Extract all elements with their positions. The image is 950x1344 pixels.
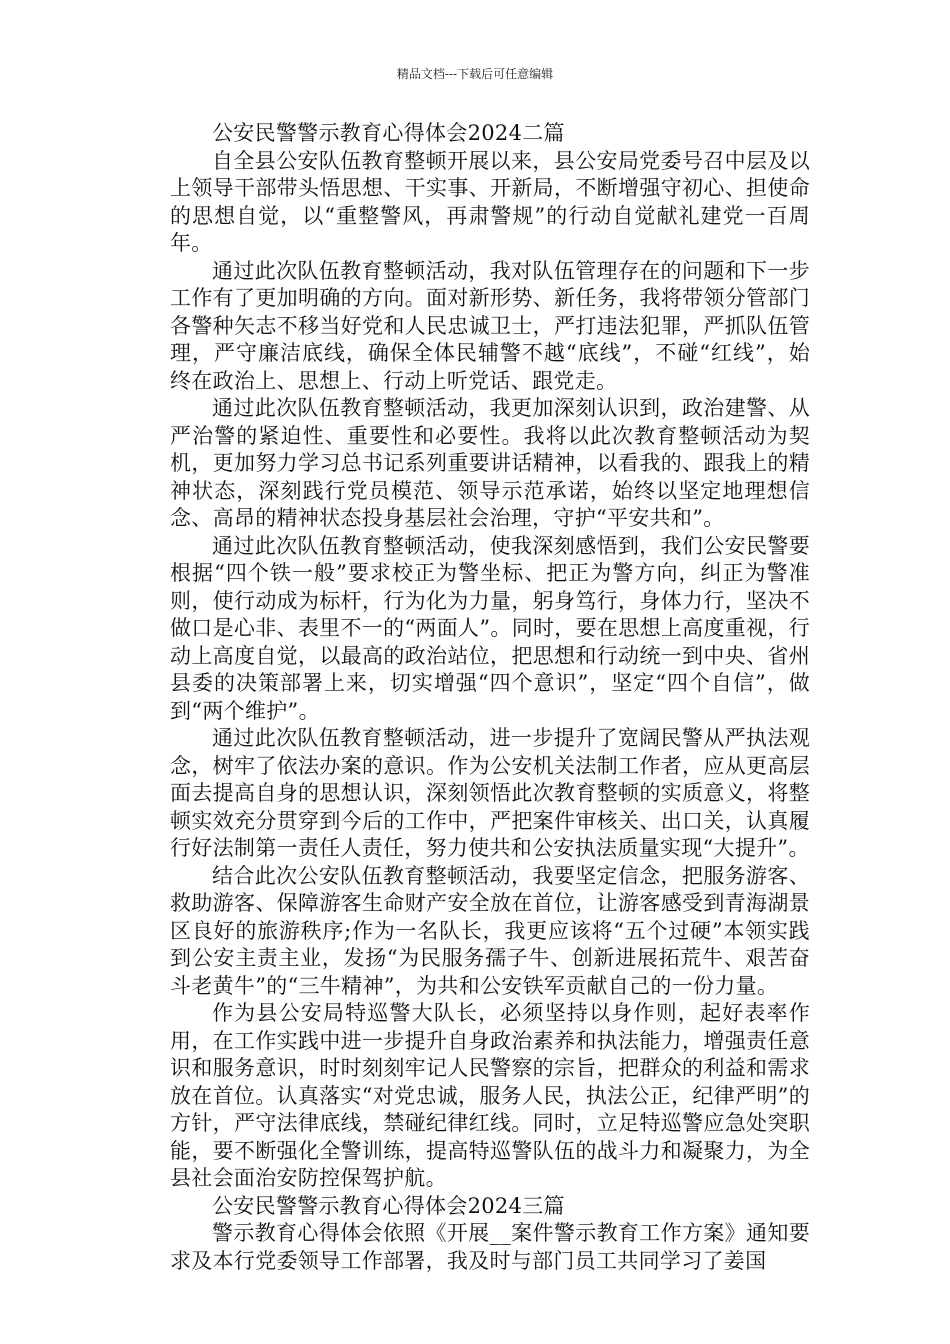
section-title: 公安民警警示教育心得体会2024三篇 (212, 1193, 565, 1218)
section-title: 公安民警警示教育心得体会2024二篇 (212, 121, 565, 145)
page-header: 精品文档---下载后可任意编辑 (396, 67, 554, 81)
paragraph: 通过此次队伍教育整顿活动，我更加深刻认识到，政治建警、从严治警的紧迫性、重要性和必要性。我将以此次教育整顿活动为契机，更加努力学习总书记系列重要讲话精神，以看我的、跟我上的精神状态，深刻践行党员模范、领导示范承诺，始终以坚定地理想信念、高昂的精神状态投身基层社会治理，守护“平安共和”。 (170, 396, 810, 530)
paragraph: 结合此次公安队伍教育整顿活动，我要坚定信念，把服务游客、救助游客、保障游客生命财产安全放在首位，让游客感受到青海湖景区良好的旅游秩序;作为一名队长，我更应该将“五个过硬”本领实践到公安主责主业，发扬“为民服务孺子牛、创新进展拓荒牛、艰苦奋斗老黄牛”的“三牛精神”，为共和公安铁军贡献自己的一份力量。 (170, 863, 810, 998)
paragraph: 警示教育心得体会依照《开展__案件警示教育工作方案》通知要求及本行党委领导工作部署，我及时与部门员工共同学习了姜国 (170, 1221, 810, 1273)
paragraph: 作为县公安局特巡警大队长，必须坚持以身作则，起好表率作用，在工作实践中进一步提升自身政治素养和执法能力，增强责任意识和服务意识，时时刻刻牢记人民警察的宗旨，把群众的利益和需求放在首位。认真落实“对党忠诚，服务人民，执法公正，纪律严明”的方针，严守法律底线，禁碰纪律红线。同时，立足特巡警应急处突职能，要不断强化全警训练，提高特巡警队伍的战斗力和凝聚力，为全县社会面治安防控保驾护航。 (170, 1001, 810, 1190)
paragraph: 通过此次队伍教育整顿活动，我对队伍管理存在的问题和下一步工作有了更加明确的方向。面对新形势、新任务，我将带领分管部门各警种矢志不移当好党和人民忠诚卫士，严打违法犯罪，严抓队伍管理，严守廉洁底线，确保全体民辅警不越“底线”，不碰“红线”，始终在政治上、思想上、行动上听党话、跟党走。 (170, 258, 810, 393)
paragraph: 通过此次队伍教育整顿活动，使我深刻感悟到，我们公安民警要根据“四个铁一般”要求校正为警坐标、把正为警方向，纠正为警准则，使行动成为标杆，行为化为力量，躬身笃行，身体力行，坚决不做口是心非、表里不一的“两面人”。同时，要在思想上高度重视，行动上高度自觉，以最高的政治站位，把思想和行动统一到中央、省州县委的决策部署上来，切实增强“四个意识”，坚定“四个自信”，做到“两个维护”。 (170, 533, 810, 723)
paragraph: 通过此次队伍教育整顿活动，进一步提升了宽阔民警从严执法观念，树牢了依法办案的意识。作为公安机关法制工作者，应从更高层面去提高自身的思想认识，深刻领悟此次教育整顿的实质意义，将整顿实效充分贯穿到今后的工作中，严把案件审核关、出口关，认真履行好法制第一责任人责任，努力使共和公安执法质量实现“大提升”。 (170, 726, 810, 860)
document-body (170, 120, 810, 1275)
paragraph: 自全县公安队伍教育整顿开展以来，县公安局党委号召中层及以上领导干部带头悟思想、干实事、开新局，不断增强守初心、担使命的思想自觉，以“重整警风，再肃警规”的行动自觉献礼建党一百周年。 (170, 148, 810, 255)
